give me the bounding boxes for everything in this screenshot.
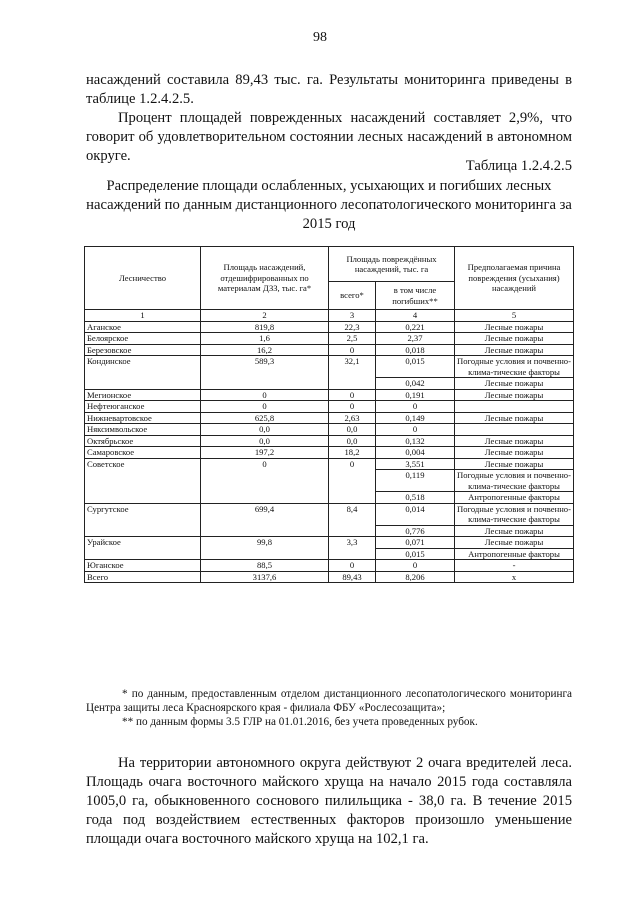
cell-cause: Лесные пожары (455, 378, 574, 390)
cell-forestry: Юганское (85, 560, 201, 572)
cell-area: 699,4 (201, 503, 329, 537)
cell-total: 0 (329, 344, 376, 356)
table-row (85, 401, 574, 413)
cell-dead: 0,119 (376, 470, 455, 492)
cell-forestry: Нефтеюганское (85, 401, 201, 413)
table-row (85, 435, 574, 447)
cell-cause: Погодные условия и почвенно-клима-тические факторы (455, 356, 574, 378)
cell-cause: Лесные пожары (455, 389, 574, 401)
cell-total: 0 (329, 458, 376, 503)
cell-dead: 0,191 (376, 389, 455, 401)
cell-total: 32,1 (329, 356, 376, 390)
cell-dead: 0,015 (376, 548, 455, 560)
cell-dead: 0,518 (376, 492, 455, 504)
cell-area: 819,8 (201, 321, 329, 333)
table-row (85, 503, 574, 525)
col-number: 4 (376, 310, 455, 322)
cell-total: 22,3 (329, 321, 376, 333)
cell-forestry: Белоярское (85, 333, 201, 345)
page-number: 98 (313, 30, 327, 45)
table-label: Таблица 1.2.4.2.5 (465, 158, 572, 174)
cell-forestry: Мегионское (85, 389, 201, 401)
cell-dead: 0,015 (376, 356, 455, 378)
cell-cause (455, 401, 574, 413)
cell-dead: 0,014 (376, 503, 455, 525)
footnote-2: ** по данным формы 3.5 ГЛР на 01.01.2016, без учета проведенных рубок. (122, 716, 478, 728)
cell-cause: Погодные условия и почвенно-клима-тические факторы (455, 503, 574, 525)
cell-total: 8,4 (329, 503, 376, 537)
intro-paragraph-2: Процент площадей поврежденных насаждений составляет 2,9%, что говорит об удовлетворительном состоянии лесных насаждений в автономном округе. (86, 110, 572, 164)
col-number: 2 (201, 310, 329, 322)
cell-total-label: Всего (85, 571, 201, 583)
cell-total: 18,2 (329, 447, 376, 459)
cell-total-damaged: 89,43 (329, 571, 376, 583)
cell-dead: 0 (376, 401, 455, 413)
table-row (85, 356, 574, 378)
footnote-1: * по данным, предоставленным отделом дистанционного лесопатологического мониторинга Центра защиты леса Красноярского края - филиала ФБУ «Рослесозащита»; (86, 688, 572, 714)
cell-cause: Антропогенные факторы (455, 492, 574, 504)
forest-damage-table (84, 246, 574, 583)
cell-forestry: Няксимвольское (85, 424, 201, 436)
cell-forestry: Самаровское (85, 447, 201, 459)
cell-total-dead: 8,206 (376, 571, 455, 583)
table-row (85, 333, 574, 345)
table-row (85, 389, 574, 401)
cell-cause: Лесные пожары (455, 537, 574, 549)
cell-total: 2,63 (329, 412, 376, 424)
cell-dead: 0 (376, 424, 455, 436)
cell-cause: Лесные пожары (455, 321, 574, 333)
cell-dead: 0,071 (376, 537, 455, 549)
cell-total: 0,0 (329, 435, 376, 447)
cell-area: 0,0 (201, 424, 329, 436)
cell-dead: 3,551 (376, 458, 455, 470)
cell-area: 625,8 (201, 412, 329, 424)
header-forestry: Лесничество (85, 247, 201, 310)
col-number: 1 (85, 310, 201, 322)
cell-dead: 0,776 (376, 525, 455, 537)
cell-cause: Лесные пожары (455, 458, 574, 470)
header-area-deciphered: Площадь насаждений, отдешифрированных по материалам ДЗЗ, тыс. га* (201, 247, 329, 310)
cell-forestry: Нижневартовское (85, 412, 201, 424)
table-row (85, 344, 574, 356)
intro-paragraph-1: насаждений составила 89,43 тыс. га. Результаты мониторинга приведены в таблице 1.2.4.2.5. (86, 72, 572, 107)
table-body (85, 321, 574, 583)
cell-area: 0,0 (201, 435, 329, 447)
cell-dead: 0,042 (376, 378, 455, 390)
cell-area: 88,5 (201, 560, 329, 572)
cell-total: 3,3 (329, 537, 376, 560)
total-row (85, 571, 574, 583)
cell-dead: 0,221 (376, 321, 455, 333)
cell-cause: Лесные пожары (455, 447, 574, 459)
cell-forestry: Урайское (85, 537, 201, 560)
header-cause: Предполагаемая причина повреждения (усыхания) насаждений (455, 247, 574, 310)
cell-area: 0 (201, 401, 329, 413)
cell-area: 0 (201, 458, 329, 503)
cell-dead: 0,132 (376, 435, 455, 447)
cell-cause: - (455, 560, 574, 572)
cell-dead: 2,37 (376, 333, 455, 345)
cell-cause: Лесные пожары (455, 435, 574, 447)
cell-dead: 0,018 (376, 344, 455, 356)
table-row (85, 321, 574, 333)
cell-cause (455, 424, 574, 436)
table-row (85, 537, 574, 549)
cell-area: 1,6 (201, 333, 329, 345)
cell-dead: 0 (376, 560, 455, 572)
cell-cause: Антропогенные факторы (455, 548, 574, 560)
cell-forestry: Аганское (85, 321, 201, 333)
cell-cause: Лесные пожары (455, 525, 574, 537)
cell-cause: Лесные пожары (455, 412, 574, 424)
cell-area: 99,8 (201, 537, 329, 560)
table-title: Распределение площади ослабленных, усыхающих и погибших лесных насаждений по данным дистанционного лесопатологического мониторинга за 2015 год (86, 178, 572, 232)
col-number: 3 (329, 310, 376, 322)
cell-total: 2,5 (329, 333, 376, 345)
cell-area: 197,2 (201, 447, 329, 459)
cell-forestry: Березовское (85, 344, 201, 356)
cell-dead: 0,004 (376, 447, 455, 459)
cell-area: 16,2 (201, 344, 329, 356)
cell-cause: Погодные условия и почвенно-клима-тические факторы (455, 470, 574, 492)
cell-forestry: Кондинское (85, 356, 201, 390)
header-damaged-area: Площадь повреждённых насаждений, тыс. га (329, 247, 455, 282)
footnotes (86, 687, 572, 729)
cell-cause: Лесные пожары (455, 333, 574, 345)
table-row (85, 560, 574, 572)
cell-total-cause: х (455, 571, 574, 583)
col-number: 5 (455, 310, 574, 322)
table-row (85, 447, 574, 459)
cell-total: 0 (329, 389, 376, 401)
header-dead: в том числе погибших** (376, 282, 455, 310)
cell-total: 0 (329, 560, 376, 572)
cell-forestry: Сургутское (85, 503, 201, 537)
header-total: всего* (329, 282, 376, 310)
cell-forestry: Советское (85, 458, 201, 503)
table-row (85, 424, 574, 436)
table-row (85, 412, 574, 424)
cell-total: 0,0 (329, 424, 376, 436)
cell-cause: Лесные пожары (455, 344, 574, 356)
cell-area: 589,3 (201, 356, 329, 390)
cell-total-area: 3137,6 (201, 571, 329, 583)
cell-area: 0 (201, 389, 329, 401)
table-row (85, 458, 574, 470)
cell-total: 0 (329, 401, 376, 413)
cell-dead: 0,149 (376, 412, 455, 424)
outro-paragraph: На территории автономного округа действуют 2 очага вредителей леса. Площадь очага восточного майского хруща на начало 2015 года составляла 1005,0 га, обыкновенного соснового пилильщика - 38,0 га. В течение 2015 года под воздействием естественных факторов произошло уменьшение площади очага восточного майского хруща на 102,1 га. (86, 755, 572, 847)
cell-forestry: Октябрьское (85, 435, 201, 447)
